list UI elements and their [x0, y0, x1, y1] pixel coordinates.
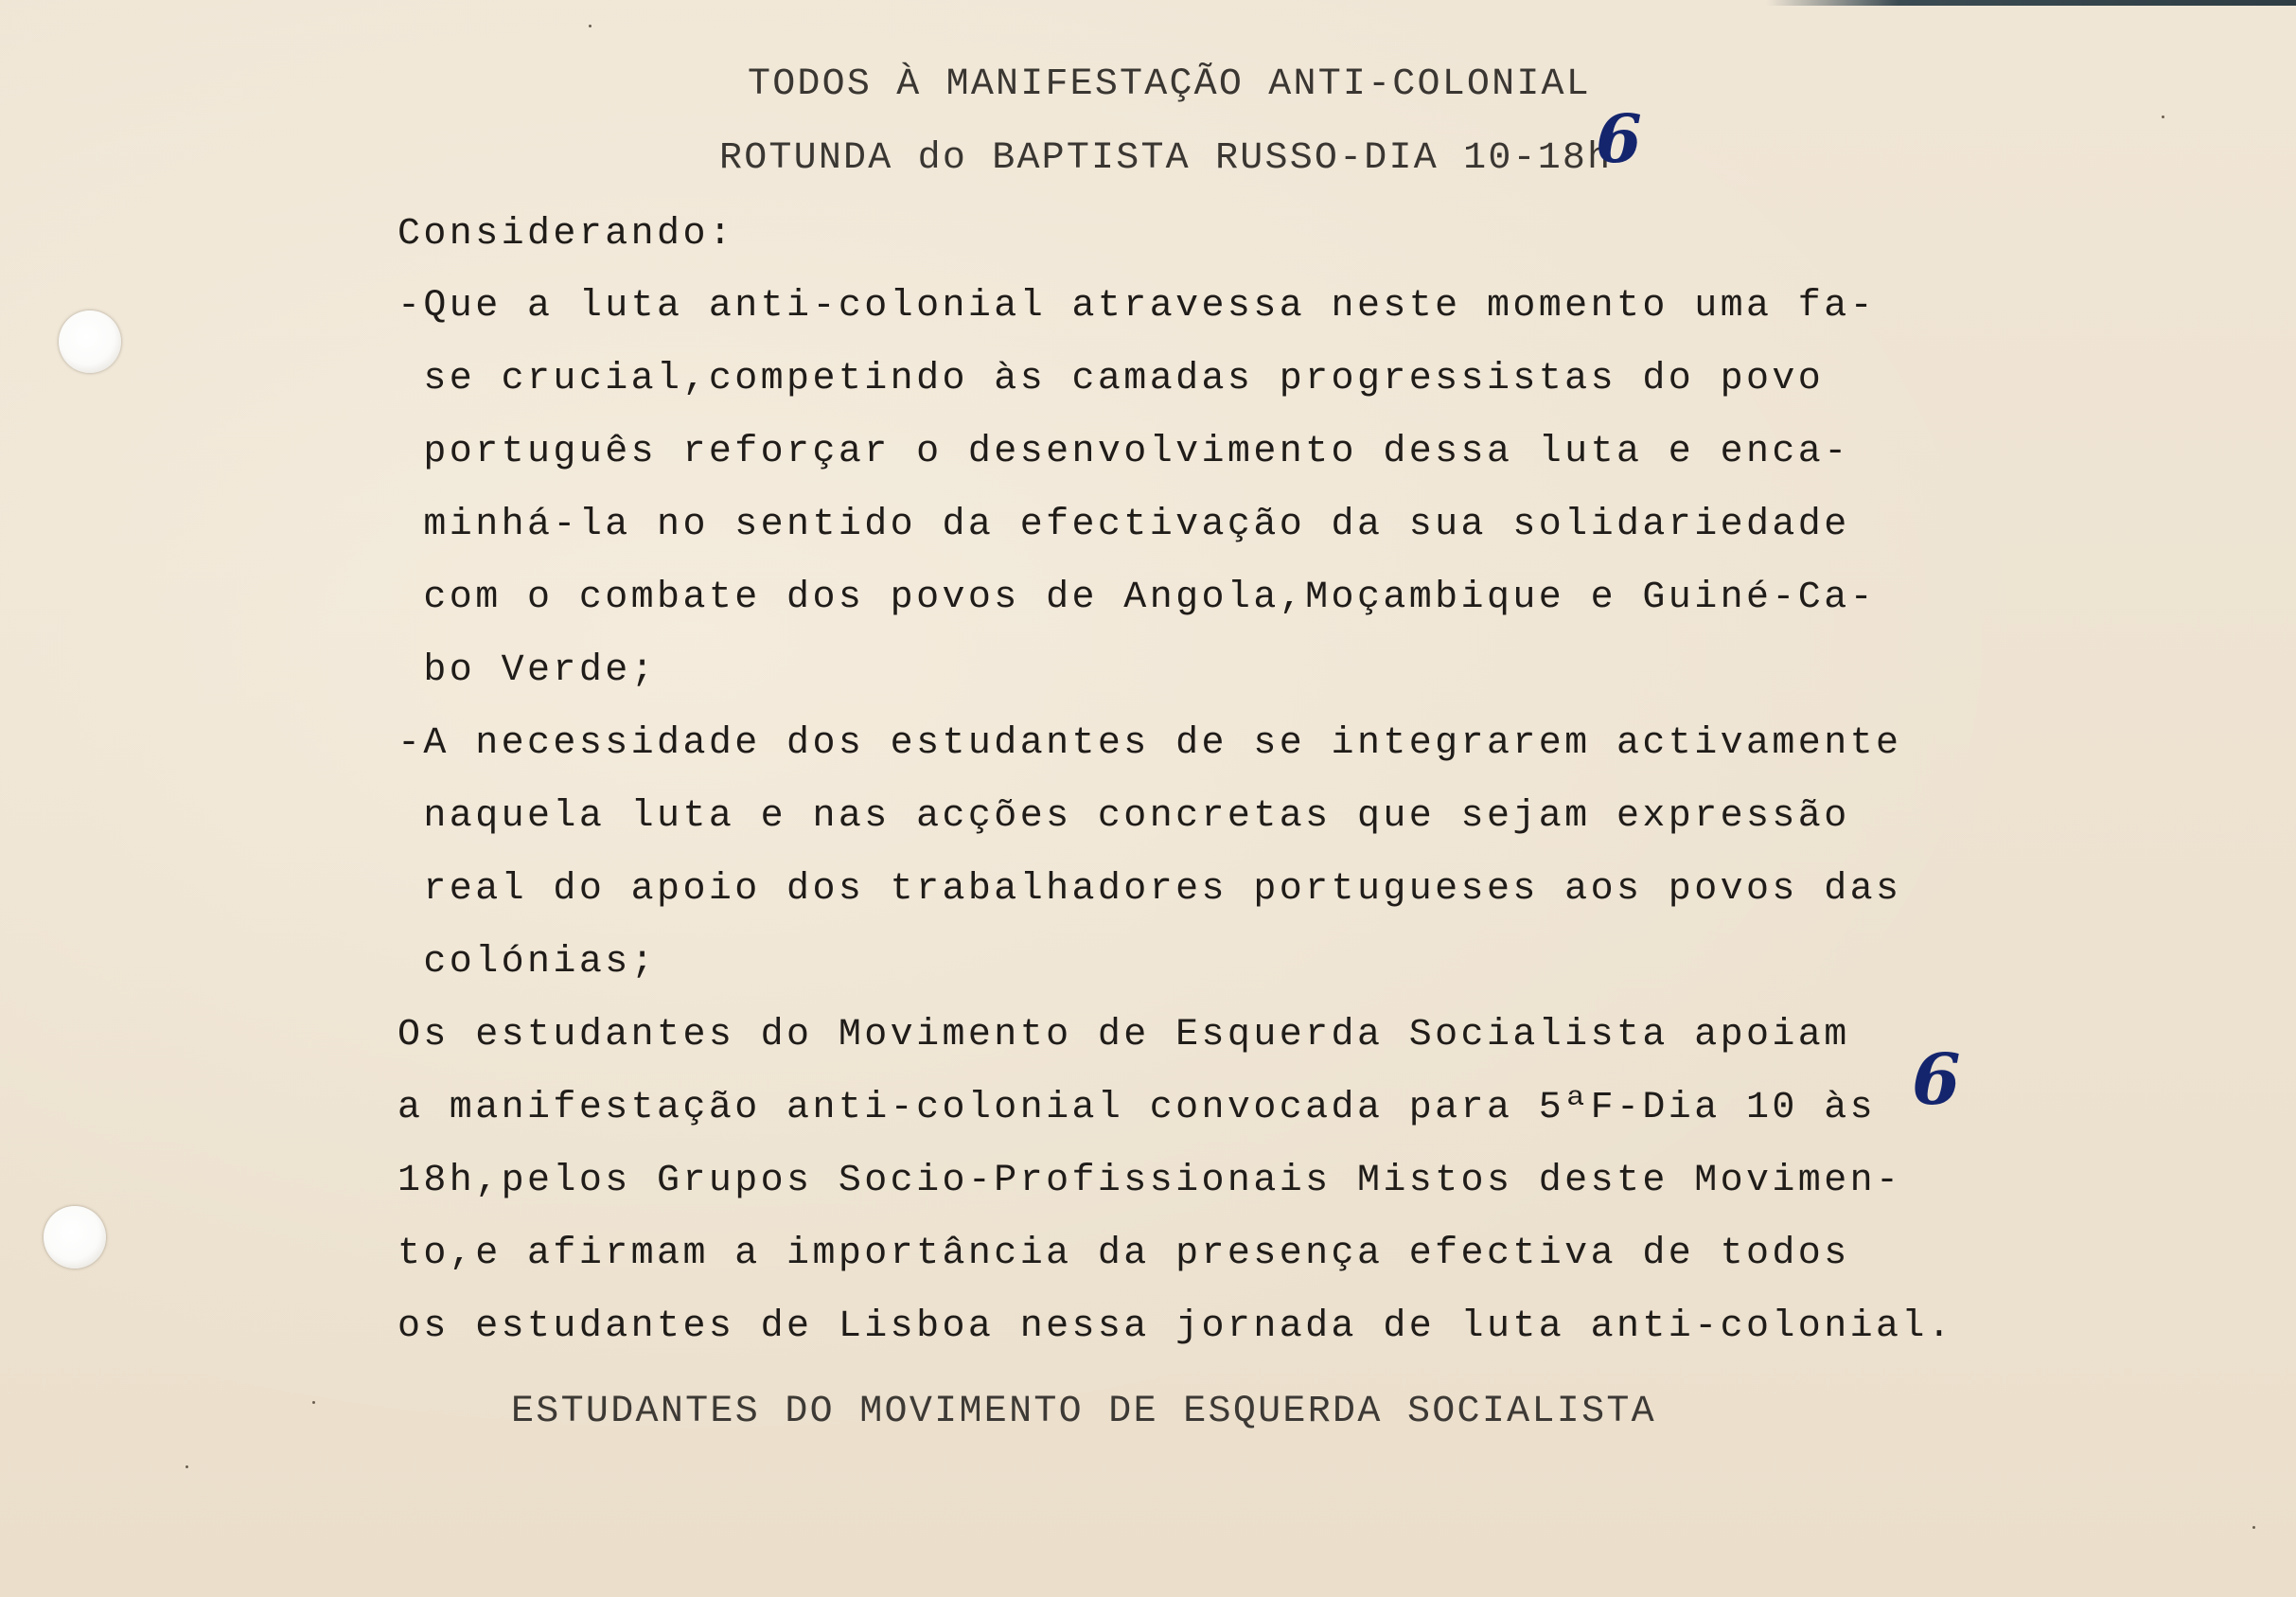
- punch-hole-upper: [59, 311, 121, 373]
- paper-speck: [185, 1465, 188, 1468]
- intro-considerando: Considerando:: [397, 213, 735, 256]
- body-line: bo Verde;: [397, 649, 658, 692]
- body-line: minhá-la no sentido da efectivação da sua solidariedade: [397, 504, 1850, 546]
- handwritten-date-correction: 6: [1912, 1039, 1961, 1121]
- body-line: 18h,pelos Grupos Socio-Profissionais Mistos deste Movimen-: [397, 1160, 1902, 1202]
- header-title: TODOS À MANIFESTAÇÃO ANTI-COLONIAL: [748, 63, 1591, 106]
- body-line: se crucial,competindo às camadas progressistas do povo: [397, 358, 1825, 400]
- body-line: naquela luta e nas acções concretas que sejam expressão: [397, 795, 1850, 838]
- body-line: -Que a luta anti-colonial atravessa neste momento uma fa-: [397, 285, 1877, 328]
- handwritten-date-correction: 6: [1596, 99, 1642, 178]
- body-line: Os estudantes do Movimento de Esquerda Socialista apoiam: [397, 1014, 1850, 1056]
- body-line: -A necessidade dos estudantes de se integrarem activamente: [397, 722, 1902, 765]
- body-line: os estudantes de Lisboa nessa jornada de luta anti-colonial.: [397, 1305, 1954, 1348]
- body-line: português reforçar o desenvolvimento dessa luta e enca-: [397, 431, 1850, 473]
- body-line: a manifestação anti-colonial convocada para 5ªF-Dia 10 às: [397, 1087, 1877, 1129]
- body-line: colónias;: [397, 941, 658, 984]
- paper-speck: [589, 25, 592, 27]
- body-line: com o combate dos povos de Angola,Moçambique e Guiné-Ca-: [397, 577, 1877, 619]
- paper-speck: [312, 1401, 315, 1404]
- header-location-date: ROTUNDA do BAPTISTA RUSSO-DIA 10-18h: [719, 137, 1613, 180]
- punch-hole-lower: [44, 1206, 106, 1269]
- body-line: to,e afirmam a importância da presença efectiva de todos: [397, 1233, 1850, 1275]
- body-line: real do apoio dos trabalhadores portugueses aos povos das: [397, 868, 1902, 911]
- signature: ESTUDANTES DO MOVIMENTO DE ESQUERDA SOCIALISTA: [511, 1391, 1656, 1433]
- paper-speck: [2252, 1526, 2255, 1529]
- paper-speck: [2162, 115, 2164, 118]
- page-edge-shadow: [1766, 0, 2296, 6]
